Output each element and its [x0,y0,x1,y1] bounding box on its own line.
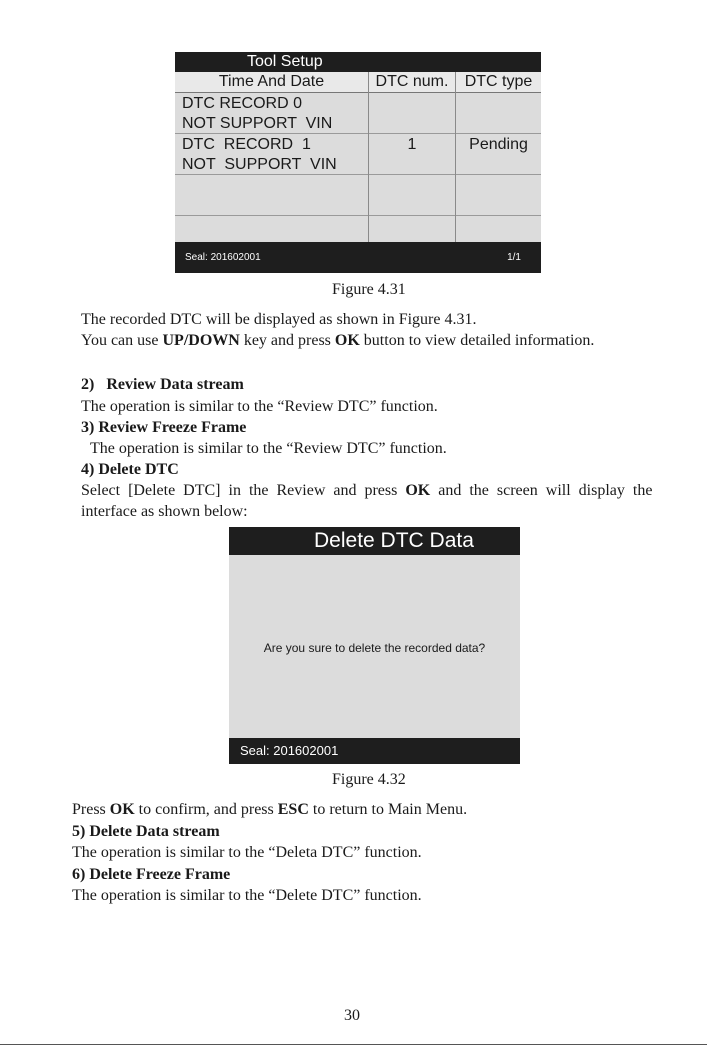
screen-title-bar [229,527,520,555]
dtc-type-cell: Pending [469,136,528,153]
text-run: to return to Main Menu. [308,801,468,818]
table-row[interactable] [175,93,541,134]
paragraph [72,799,467,820]
seal-number: Seal: 201602001 [185,252,261,263]
record-line-1: DTC RECORD 1 [182,136,311,153]
text-run: key and press [239,332,335,349]
record-line-2: NOT SUPPORT VIN [182,115,333,132]
section-body [81,480,652,501]
seal-number: Seal: 201602001 [240,743,339,758]
key-name: OK [334,332,360,349]
text-run: button to view detailed information. [359,332,595,349]
key-name: OK [405,482,431,499]
section-body: The operation is similar to the “Delete DTC” function. [72,887,422,904]
dtc-num-cell: 1 [407,136,417,153]
table-row[interactable] [175,134,541,175]
table-row-empty [175,175,541,216]
section-heading: 6) Delete Freeze Frame [72,866,231,883]
section-body: The operation is similar to the “Review DTC” function. [90,440,447,457]
page-bottom-rule [0,1044,707,1045]
record-line-1: DTC RECORD 0 [182,95,303,112]
screen-title: Delete DTC Data [314,529,474,552]
page-indicator: 1/1 [507,252,521,263]
section-heading: 5) Delete Data stream [72,823,220,840]
section-body: The operation is similar to the “Review DTC” function. [81,398,438,415]
text-line: The recorded DTC will be displayed as shown in Figure 4.31. [81,311,477,328]
column-divider [455,72,456,242]
text-run: to confirm, and press [134,801,278,818]
screen-footer [175,242,541,273]
text-run: and the screen will display the [430,482,653,499]
key-name: ESC [277,801,309,818]
paragraph [81,309,476,330]
section-body: The operation is similar to the “Deleta DTC” function. [72,844,422,861]
figure-caption: Figure 4.31 [332,281,406,298]
text-run: Press [72,801,110,818]
text-run: You can use [81,332,163,349]
screen-footer [229,738,520,764]
section-body: interface as shown below: [81,503,248,520]
page-number: 30 [344,1007,360,1024]
section-heading: 3) Review Freeze Frame [81,419,247,436]
section-heading: 2) Review Data stream [81,376,244,393]
screen-title: Tool Setup [247,53,323,70]
delete-dtc-screen [229,527,520,764]
dtc-record-screen [175,52,541,273]
section-heading: 4) Delete DTC [81,461,179,478]
header-dtc-num: DTC num. [375,73,449,90]
column-divider [368,72,369,242]
table-header [175,72,541,93]
key-name: UP/DOWN [162,332,240,349]
figure-caption: Figure 4.32 [332,771,406,788]
table-row-empty [175,216,541,242]
header-time-and-date: Time And Date [218,73,325,90]
text-run: Select [Delete DTC] in the Review and press [81,482,406,499]
header-dtc-type: DTC type [464,73,533,90]
record-line-2: NOT SUPPORT VIN [182,156,337,173]
screen-title-bar [175,52,541,72]
paragraph [81,330,594,351]
key-name: OK [109,801,135,818]
confirm-message: Are you sure to delete the recorded data? [263,641,486,655]
